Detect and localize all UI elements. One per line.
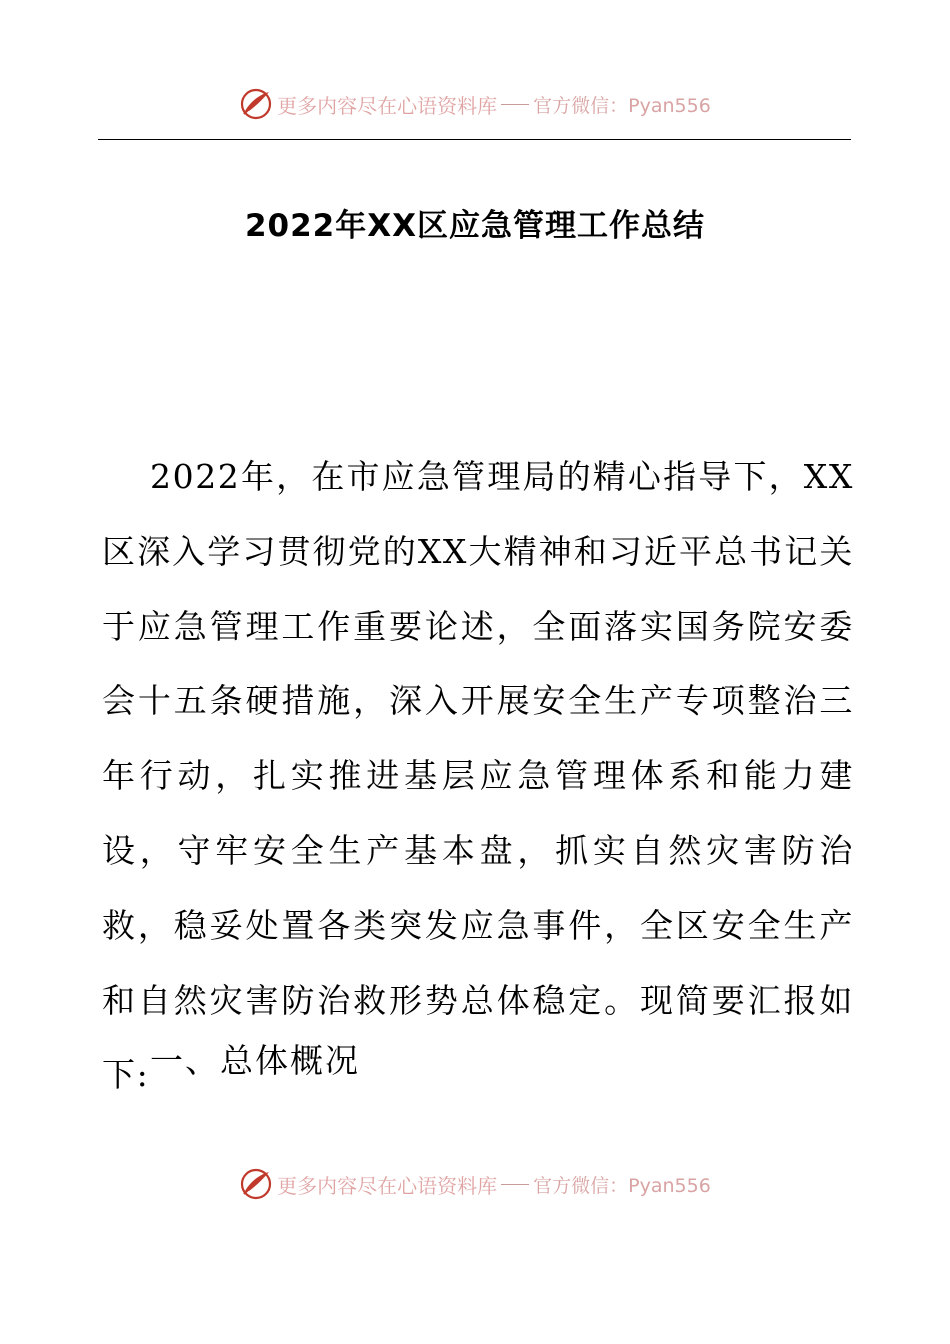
watermark-site-text: 更多内容尽在心语资料库 (277, 1173, 498, 1198)
header-divider (98, 139, 851, 140)
quill-logo-icon (239, 87, 273, 121)
watermark-dash (501, 1184, 529, 1185)
watermark-wechat-text: 官方微信：Pyan556 (533, 1174, 711, 1197)
body-paragraph: 2022年，在市应急管理局的精心指导下，XX区深入学习贯彻党的XX大精神和习近平总书记关于应急管理工作重要论述，全面落实国务院安委会十五条硬措施，深入开展安全生产专项整治三年行动，扎实推进基层应急管理体系和能力建设，守牢安全生产基本盘，抓实自然灾害防治救，稳妥处置各类突发应急事件，全区安全生产和自然灾害防治救形势总体稳定。现简要汇报如下: (102, 457, 854, 1095)
header-watermark (0, 84, 950, 124)
footer-watermark (0, 1164, 950, 1204)
watermark-wechat-text: 官方微信：Pyan556 (533, 94, 711, 117)
document-title: 2022年XX区应急管理工作总结 (244, 208, 706, 244)
section-heading: 一、总体概况 (150, 1041, 360, 1080)
quill-logo-icon (239, 1167, 273, 1201)
watermark-site-text: 更多内容尽在心语资料库 (277, 93, 498, 118)
watermark-dash (501, 104, 529, 105)
